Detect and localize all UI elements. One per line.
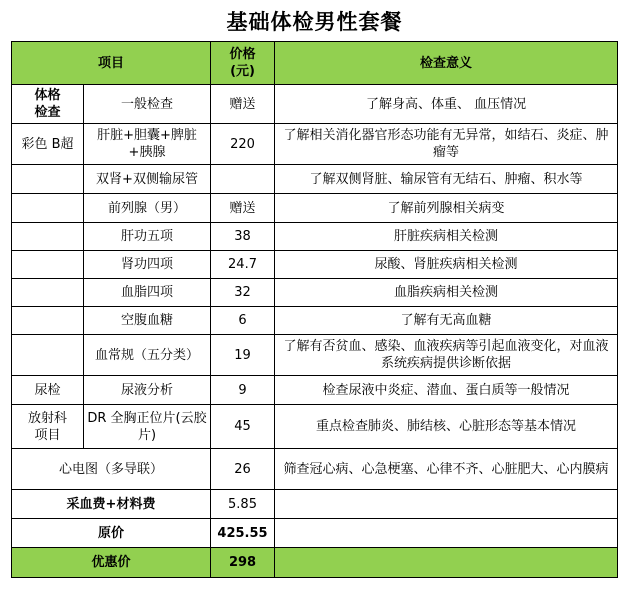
row-price: 赠送 — [211, 85, 275, 124]
table-row — [12, 251, 618, 279]
row-category: 体格 检查 — [12, 85, 84, 124]
summary-label: 优惠价 — [12, 548, 211, 578]
table-row — [12, 449, 618, 490]
row-meaning: 了解有无高血糖 — [275, 307, 618, 335]
row-meaning: 血脂疾病相关检测 — [275, 279, 618, 307]
row-meaning: 尿酸、肾脏疾病相关检测 — [275, 251, 618, 279]
row-category — [12, 307, 84, 335]
row-meaning: 筛查冠心病、心急梗塞、心律不齐、心脏肥大、心内膜病 — [275, 449, 618, 490]
row-price: 赠送 — [211, 194, 275, 223]
row-category — [12, 165, 84, 194]
header-price: 价格 (元) — [211, 42, 275, 85]
row-item-name: DR 全胸正位片(云胶片) — [84, 405, 211, 449]
header-item: 项目 — [12, 42, 211, 85]
row-item-name: 空腹血糖 — [84, 307, 211, 335]
table-row — [12, 279, 618, 307]
row-meaning: 了解身高、体重、 血压情况 — [275, 85, 618, 124]
row-price: 9 — [211, 376, 275, 405]
summary-row-material-fee — [12, 490, 618, 519]
summary-row-discount-price — [12, 548, 618, 578]
row-price: 26 — [211, 449, 275, 490]
row-category — [12, 251, 84, 279]
summary-label: 采血费+材料费 — [12, 490, 211, 519]
row-meaning: 肝脏疾病相关检测 — [275, 223, 618, 251]
summary-empty — [275, 519, 618, 548]
row-category — [12, 279, 84, 307]
row-price: 6 — [211, 307, 275, 335]
row-category: 放射科 项目 — [12, 405, 84, 449]
row-category — [12, 223, 84, 251]
table-header-row — [12, 42, 618, 85]
summary-row-original-price — [12, 519, 618, 548]
row-price: 19 — [211, 335, 275, 376]
summary-value: 298 — [211, 548, 275, 578]
table-row — [12, 307, 618, 335]
row-meaning: 检查尿液中炎症、潜血、蛋白质等一般情况 — [275, 376, 618, 405]
table-row — [12, 194, 618, 223]
row-item-name: 肝功五项 — [84, 223, 211, 251]
row-meaning: 了解相关消化器官形态功能有无异常，如结石、炎症、肿瘤等 — [275, 124, 618, 165]
table-row — [12, 85, 618, 124]
table-row — [12, 124, 618, 165]
summary-empty — [275, 490, 618, 519]
table-row — [12, 405, 618, 449]
summary-label: 原价 — [12, 519, 211, 548]
row-item-name: 尿液分析 — [84, 376, 211, 405]
row-item-name: 肾功四项 — [84, 251, 211, 279]
page-title: 基础体检男性套餐 — [226, 9, 403, 34]
table-row — [12, 376, 618, 405]
summary-empty — [275, 548, 618, 578]
package-table — [11, 41, 618, 578]
row-meaning: 了解双侧肾脏、输尿管有无结石、肿瘤、积水等 — [275, 165, 618, 194]
row-item-name: 前列腺（男） — [84, 194, 211, 223]
table-row — [12, 335, 618, 376]
table-row — [12, 223, 618, 251]
row-price: 220 — [211, 124, 275, 165]
row-price — [211, 165, 275, 194]
row-category — [12, 194, 84, 223]
row-category: 彩色 B超 — [12, 124, 84, 165]
row-meaning: 了解有否贫血、感染、血液疾病等引起血液变化，对血液系统疾病提供诊断依据 — [275, 335, 618, 376]
row-item-name: 肝脏+胆囊+脾脏+胰腺 — [84, 124, 211, 165]
summary-value: 5.85 — [211, 490, 275, 519]
row-price: 24.7 — [211, 251, 275, 279]
row-category: 尿检 — [12, 376, 84, 405]
summary-value: 425.55 — [211, 519, 275, 548]
table-row — [12, 165, 618, 194]
row-category — [12, 335, 84, 376]
row-item-name: 血常规（五分类） — [84, 335, 211, 376]
header-meaning: 检查意义 — [275, 42, 618, 85]
row-price: 45 — [211, 405, 275, 449]
row-item-name: 血脂四项 — [84, 279, 211, 307]
row-item-name: 一般检查 — [84, 85, 211, 124]
row-price: 32 — [211, 279, 275, 307]
row-item-name: 心电图（多导联） — [12, 449, 211, 490]
row-meaning: 重点检查肺炎、肺结核、心脏形态等基本情况 — [275, 405, 618, 449]
row-price: 38 — [211, 223, 275, 251]
row-meaning: 了解前列腺相关病变 — [275, 194, 618, 223]
row-item-name: 双肾+双侧输尿管 — [84, 165, 211, 194]
